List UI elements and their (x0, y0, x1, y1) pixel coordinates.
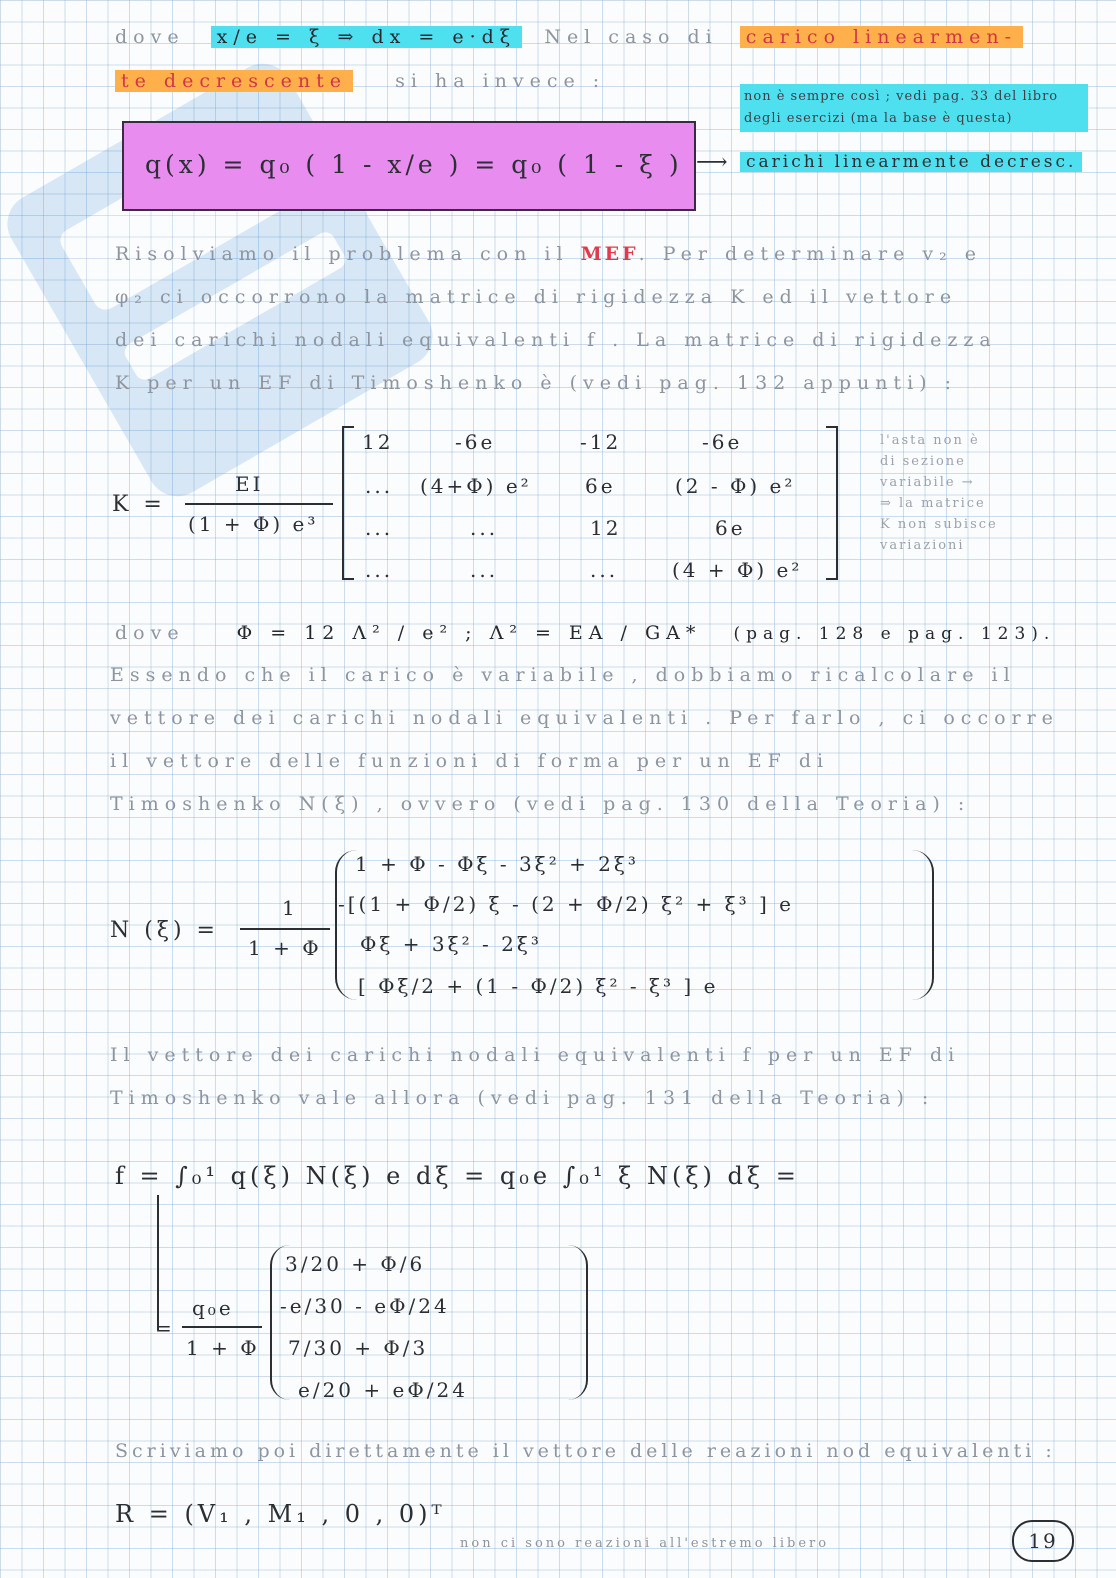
k-note-line: K non subisce (880, 517, 998, 532)
k-cell: ... (365, 474, 394, 498)
f-row: e/20 + eΦ/24 (298, 1378, 468, 1402)
para4-line: Scriviamo poi direttamente il vettore delle reazioni nod equivalenti : (115, 1440, 1056, 1462)
matrix-k-lhs: K = (112, 492, 166, 517)
k-cell: ... (365, 516, 394, 540)
k-cell: ... (470, 516, 499, 540)
n-row: 1 + Φ - Φξ - 3ξ² + 2ξ³ (355, 852, 639, 876)
vector-n-left-paren (335, 850, 357, 1000)
vector-n-right-paren (912, 850, 934, 1000)
k-cell: (2 - Φ) e² (675, 474, 796, 498)
vector-n-coef-den: 1 + Φ (248, 936, 322, 960)
k-cell: -6e (702, 430, 743, 454)
f-row: 7/30 + Φ/3 (288, 1336, 429, 1360)
k-cell: (4+Φ) e² (420, 474, 532, 498)
k-note-line: variazioni (880, 538, 965, 553)
matrix-k-frac-bar (185, 503, 333, 505)
para1-line1 (115, 243, 982, 265)
reactions-note: non ci sono reazioni all'estremo libero (460, 1536, 830, 1551)
arrow-right-icon: ⟶ (696, 150, 728, 175)
vector-f-coef-den: 1 + Φ (186, 1336, 260, 1360)
n-row: Φξ + 3ξ² - 2ξ³ (360, 932, 542, 956)
k-cell: ... (365, 558, 394, 582)
k-cell: ... (470, 558, 499, 582)
para2-line3: il vettore delle funzioni di forma per un EF di (110, 750, 830, 772)
word-dove: dove (115, 26, 185, 48)
k-note-line: l'asta non è (880, 433, 980, 448)
mef-label: MEF (580, 243, 639, 265)
para1-line3: dei carichi nodali equivalenti f . La matrice di rigidezza (115, 329, 997, 351)
para3-line2: Timoshenko vale allora (vedi pag. 131 della Teoria) : (110, 1087, 935, 1109)
boxed-arrow-label: carichi linearmente decresc. (740, 152, 1082, 172)
vector-f-right-paren (568, 1245, 588, 1400)
matrix-k-side-note (880, 430, 1080, 556)
matrix-k-coef-num: EI (235, 472, 264, 496)
phi-definition-line (115, 622, 1055, 644)
vector-f-frac-bar (182, 1326, 262, 1328)
k-cell: ... (590, 558, 619, 582)
word-dove: dove (115, 622, 185, 644)
k-cell: 12 (362, 430, 394, 454)
n-row: [ Φξ/2 + (1 - Φ/2) ξ² - ξ³ ] e (358, 974, 719, 998)
k-cell: 6e (715, 516, 746, 540)
vector-n-lhs: N (ξ) = (110, 918, 219, 943)
phi-formula: Φ = 12 Λ² / e² ; Λ² = EA / GA* (236, 622, 702, 644)
k-note-line: variabile → (880, 475, 975, 490)
k-cell: -6e (455, 430, 496, 454)
para2-line4: Timoshenko N(ξ) , ovvero (vedi pag. 130 della Teoria) : (110, 793, 971, 815)
para1-text-b: . Per determinare v₂ e (638, 243, 983, 265)
intro-text: Nel caso di (544, 26, 718, 48)
para1-line2: φ₂ ci occorrono la matrice di rigidezza K ed il vettore (115, 286, 958, 308)
k-cell: -12 (580, 430, 622, 454)
matrix-k-left-bracket (342, 426, 354, 580)
vector-f-eq: = (155, 1316, 175, 1340)
intro-line-2 (115, 70, 605, 92)
f-row: 3/20 + Φ/6 (285, 1252, 426, 1276)
highlight-decreasing: te decrescente (115, 70, 353, 92)
k-cell: 12 (590, 516, 622, 540)
para1-line4: K per un EF di Timoshenko è (vedi pag. 132 appunti) : (115, 372, 957, 394)
para1-text-a: Risolviamo il problema con il (115, 243, 569, 265)
vector-n-frac-bar (240, 928, 330, 930)
k-note-line: di sezione (880, 454, 966, 469)
matrix-k-coef-den: (1 + Φ) e³ (188, 512, 319, 536)
n-row: -[(1 + Φ/2) ξ - (2 + Φ/2) ξ² + ξ³ ] e (338, 892, 794, 916)
reactions-vector: R = (V₁ , M₁ , 0 , 0)ᵀ (115, 1500, 446, 1528)
page-number: 19 (1012, 1520, 1074, 1562)
para3-line1: Il vettore dei carichi nodali equivalenti f per un EF di (110, 1044, 961, 1066)
phi-ref: (pag. 128 e pag. 123). (733, 624, 1056, 644)
para2-line2: vettore dei carichi nodali equivalenti . Per farlo , ci occorre (110, 707, 1059, 729)
vector-n-coef-num: 1 (282, 896, 298, 920)
boxed-formula: q(x) = q₀ ( 1 - x/e ) = q₀ ( 1 - ξ ) (145, 150, 683, 179)
k-cell: (4 + Φ) e² (672, 558, 803, 582)
integral-equation: f = ∫₀¹ q(ξ) N(ξ) e dξ = q₀e ∫₀¹ ξ N(ξ) dξ = (115, 1162, 800, 1190)
equation-continuation-line (157, 1195, 159, 1330)
side-note-exercises: non è sempre così ; vedi pag. 33 del libro degli esercizi (ma la base è questa) (740, 84, 1088, 132)
intro-line-1 (115, 26, 1023, 48)
intro-text-2: si ha invece : (395, 70, 606, 92)
k-cell: 6e (585, 474, 616, 498)
highlight-load-type: carico linearmen- (740, 26, 1023, 48)
k-note-line: ⇒ la matrice (880, 496, 986, 511)
para2-line1: Essendo che il carico è variabile , dobbiamo ricalcolare il (110, 664, 1016, 686)
vector-f-coef-num: q₀e (192, 1296, 234, 1320)
matrix-k-right-bracket (826, 426, 838, 580)
f-row: -e/30 - eΦ/24 (280, 1294, 450, 1318)
dx-formula: x/e = ξ ⇒ dx = e·dξ (211, 26, 523, 48)
